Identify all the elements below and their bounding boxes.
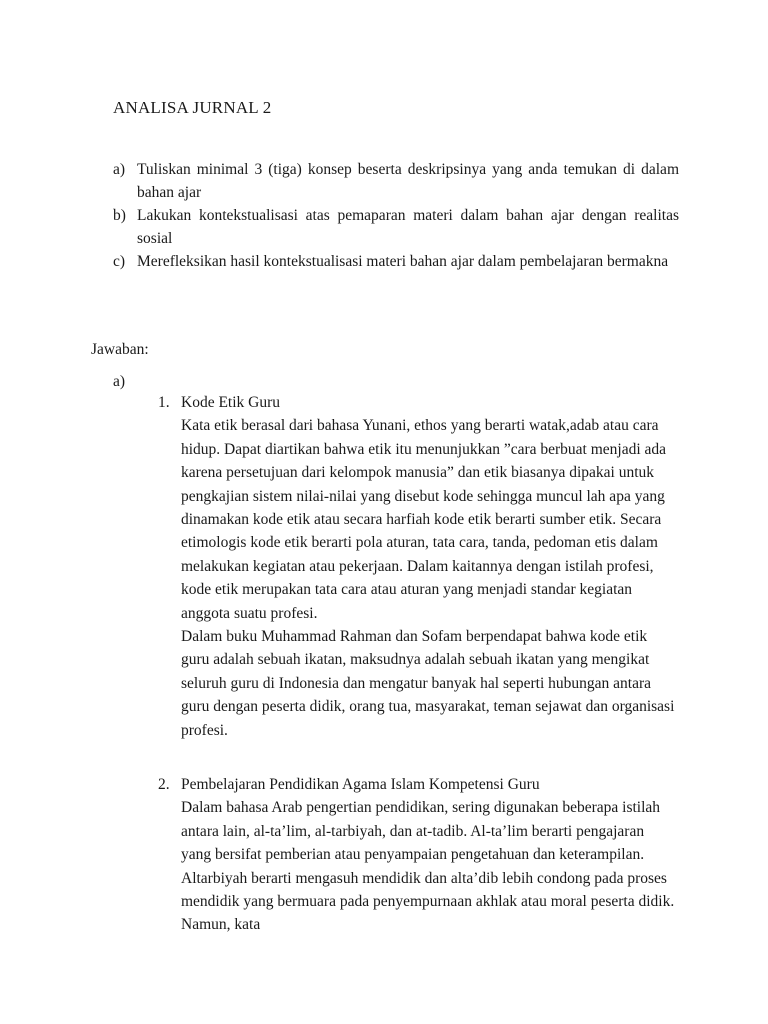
instruction-text: Tuliskan minimal 3 (tiga) konsep beserta deskripsinya yang anda temukan di dalam bahan ajar bbox=[137, 161, 679, 201]
concept-paragraph: Dalam buku Muhammad Rahman dan Sofam berpendapat bahwa kode etik guru adalah sebuah ikatan, maksudnya adalah sebuah ikatan yang mengikat seluruh guru di Indonesia dan mengatur banyak hal seperti hubungan antara guru dengan peserta didik, orang tua, masyarakat, teman sejawat dan organisasi profesi. bbox=[181, 628, 675, 739]
instruction-item bbox=[113, 250, 679, 273]
concept-body bbox=[181, 773, 678, 937]
concept-paragraph: Dalam bahasa Arab pengertian pendidikan, sering digunakan beberapa istilah antara lain, al-ta’lim, al-tarbiyah, dan at-tadib. Al-ta’lim berarti pengajaran yang bersifat pemberian atau penyampaian pengetahuan dan keterampilan. Altarbiyah berarti mengasuh mendidik dan alta’dib lebih condong pada proses mendidik yang bermuara pada penyempurnaan akhlak atau moral peserta didik. Namun, kata bbox=[181, 799, 675, 934]
instruction-list bbox=[113, 158, 679, 273]
concept-heading: Kode Etik Guru bbox=[181, 394, 281, 411]
concept-number: 1. bbox=[158, 394, 170, 411]
concept-number: 2. bbox=[158, 776, 170, 793]
instruction-marker: a) bbox=[113, 161, 126, 178]
instruction-item bbox=[113, 204, 679, 250]
instruction-item bbox=[113, 158, 679, 204]
concept-heading: Pembelajaran Pendidikan Agama Islam Kompetensi Guru bbox=[181, 776, 540, 793]
instruction-text: Merefleksikan hasil kontekstualisasi materi bahan ajar dalam pembelajaran bermakna bbox=[137, 253, 669, 270]
instruction-text: Lakukan kontekstualisasi atas pemaparan materi dalam bahan ajar dengan realitas sosial bbox=[137, 207, 679, 247]
document-title: ANALISA JURNAL 2 bbox=[113, 98, 272, 117]
concept-paragraph: Kata etik berasal dari bahasa Yunani, ethos yang berarti watak,adab atau cara hidup. Dapat diartikan bahwa etik itu menunjukkan ”cara berbuat menjadi ada karena persetujuan dari kelompok manusia” dan etik biasanya dipakai untuk pengkajian sistem nilai-nilai yang disebut kode sehingga muncul lah apa yang dinamakan kode etik atau secara harfiah kode etik berarti sumber etik. Secara etimologis kode etik berarti pola aturan, tata cara, tanda, pedoman etis dalam melakukan kegiatan atau pekerjaan. Dalam kaitannya dengan istilah profesi, kode etik merupakan tata cara atau aturan yang menjadi standar kegiatan anggota suatu profesi. bbox=[181, 417, 667, 622]
instruction-marker: b) bbox=[113, 207, 126, 224]
concept-item bbox=[158, 391, 678, 742]
concept-body bbox=[181, 391, 678, 742]
answer-sub-label: a) bbox=[113, 373, 126, 390]
instruction-marker: c) bbox=[113, 253, 126, 270]
answer-label: Jawaban: bbox=[91, 341, 149, 358]
concept-item bbox=[158, 773, 678, 937]
